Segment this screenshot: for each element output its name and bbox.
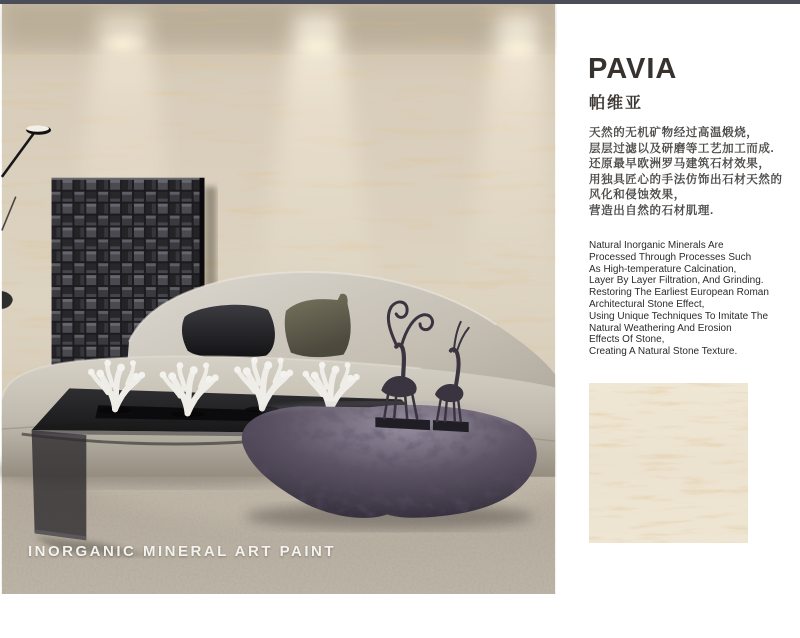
description-en-line: Natural Inorganic Minerals Are xyxy=(589,240,724,251)
description-en-line: Effects Of Stone, xyxy=(589,334,665,346)
photo-caption: INORGANIC MINERAL ART PAINT xyxy=(28,543,337,560)
texture-swatch xyxy=(589,383,748,543)
description-en-line: Layer By Layer Filtration, And Grinding. xyxy=(589,275,764,287)
description-en-line: Using Unique Techniques To Imitate The xyxy=(589,310,768,322)
description-en-line: Processed Through Processes Such xyxy=(589,251,752,263)
description-cn-line: 风化和侵蚀效果， xyxy=(589,189,686,202)
product-title-cn: 帕维亚 xyxy=(589,95,644,112)
description-english xyxy=(589,240,769,358)
description-en-line: Natural Weathering And Erosion xyxy=(589,322,732,334)
description-cn-line: 营造出自然的石材肌理. xyxy=(589,204,714,217)
description-cn-line: 层层过滤以及研磨等工艺加工而成. xyxy=(589,142,775,155)
rock-coffee-table xyxy=(230,397,548,529)
showroom-photo xyxy=(0,4,557,594)
description-cn-line: 天然的无机矿物经过高温煅烧， xyxy=(589,127,759,139)
description-cn-line: 还原最早欧洲罗马建筑石材效果， xyxy=(589,158,771,171)
description-cn-line: 用独具匠心的手法仿饰出石材天然的 xyxy=(589,173,783,186)
info-panel xyxy=(557,4,800,638)
description-en-line: Restoring The Earliest European Roman xyxy=(589,287,769,299)
description-chinese xyxy=(589,126,783,220)
description-en-line: As High-temperature Calcination, xyxy=(589,263,737,275)
charcoal-cushion xyxy=(182,305,275,359)
product-title: PAVIA xyxy=(588,53,678,85)
description-en-line: Architectural Stone Effect, xyxy=(589,298,705,310)
description-en-line: Creating A Natural Stone Texture. xyxy=(589,346,738,358)
